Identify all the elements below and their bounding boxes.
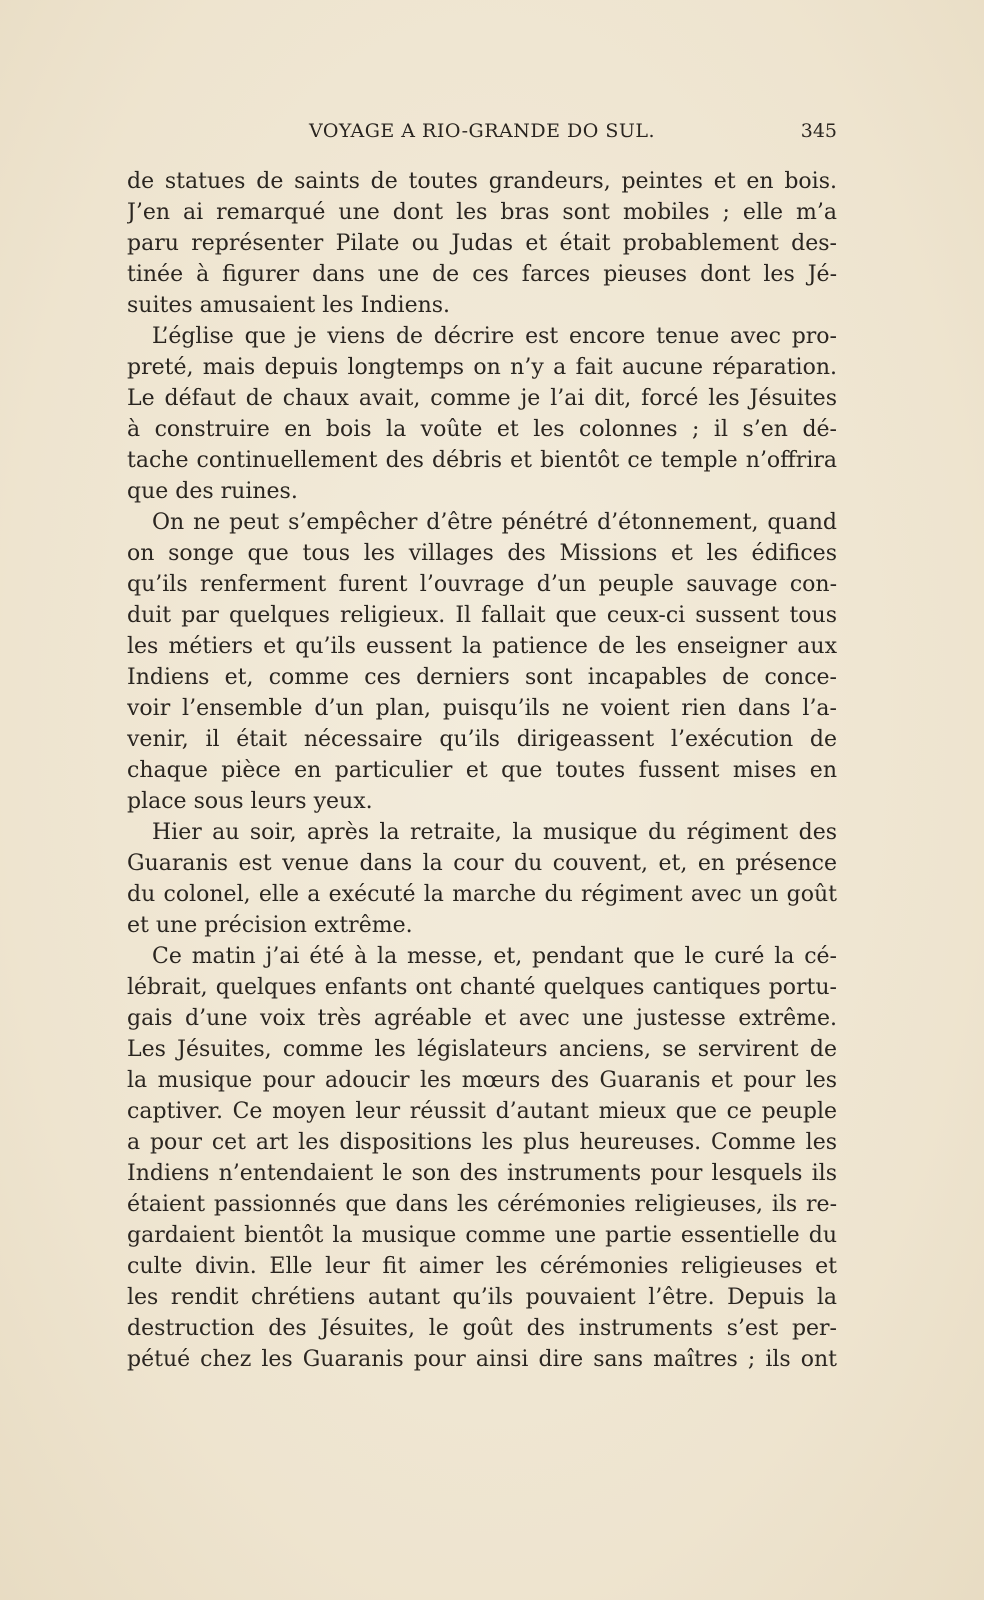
text-line: tinée à figurer dans une de ces farces pieuses dont les Jé- bbox=[127, 262, 837, 287]
text-line: tache continuellement des débris et bientôt ce temple n’offrira bbox=[127, 448, 837, 473]
text-line: on songe que tous les villages des Missions et les édifices bbox=[127, 541, 837, 566]
running-title: VOYAGE A RIO-GRANDE DO SUL. bbox=[308, 120, 656, 142]
text-line: gais d’une voix très agréable et avec une justesse extrême. bbox=[127, 1006, 837, 1031]
text-line: Le défaut de chaux avait, comme je l’ai dit, forcé les Jésuites bbox=[127, 386, 837, 411]
text-line: Ce matin j’ai été à la messe, et, pendant que le curé la cé- bbox=[152, 944, 837, 969]
running-head bbox=[127, 116, 837, 146]
text-line: Les Jésuites, comme les législateurs anciens, se servirent de bbox=[127, 1037, 837, 1062]
text-line: culte divin. Elle leur fit aimer les cérémonies religieuses et bbox=[127, 1254, 837, 1279]
text-line: chaque pièce en particulier et que toutes fussent mises en bbox=[127, 758, 837, 783]
text-line: gardaient bientôt la musique comme une partie essentielle du bbox=[127, 1223, 837, 1248]
text-line: suites amusaient les Indiens. bbox=[127, 293, 451, 318]
text-line: étaient passionnés que dans les cérémonies religieuses, ils re- bbox=[127, 1192, 837, 1217]
text-line: On ne peut s’empêcher d’être pénétré d’étonnement, quand bbox=[152, 510, 837, 535]
text-line: preté, mais depuis longtemps on n’y a fait aucune réparation. bbox=[127, 355, 837, 380]
text-line: J’en ai remarqué une dont les bras sont mobiles ; elle m’a bbox=[127, 200, 837, 225]
text-line: la musique pour adoucir les mœurs des Guaranis et pour les bbox=[127, 1068, 837, 1093]
text-line: place sous leurs yeux. bbox=[127, 789, 373, 814]
text-line: Indiens et, comme ces derniers sont incapables de conce- bbox=[127, 665, 837, 690]
text-line: captiver. Ce moyen leur réussit d’autant mieux que ce peuple bbox=[127, 1099, 837, 1124]
text-line: a pour cet art les dispositions les plus heureuses. Comme les bbox=[127, 1130, 837, 1155]
text-line: les rendit chrétiens autant qu’ils pouvaient l’être. Depuis la bbox=[127, 1285, 837, 1310]
text-line: du colonel, elle a exécuté la marche du régiment avec un goût bbox=[127, 882, 837, 907]
text-line: à construire en bois la voûte et les colonnes ; il s’en dé- bbox=[127, 417, 837, 442]
text-line: Guaranis est venue dans la cour du couvent, et, en présence bbox=[127, 851, 837, 876]
text-line: et une précision extrême. bbox=[127, 913, 413, 938]
text-line: que des ruines. bbox=[127, 479, 298, 504]
text-line: L’église que je viens de décrire est encore tenue avec pro- bbox=[152, 324, 837, 349]
text-line: voir l’ensemble d’un plan, puisqu’ils ne voient rien dans l’a- bbox=[127, 696, 837, 721]
text-line: Hier au soir, après la retraite, la musique du régiment des bbox=[152, 820, 837, 845]
text-line: duit par quelques religieux. Il fallait que ceux-ci sussent tous bbox=[127, 603, 837, 628]
text-line: paru représenter Pilate ou Judas et était probablement des- bbox=[127, 231, 837, 256]
text-line: lébrait, quelques enfants ont chanté quelques cantiques portu- bbox=[127, 975, 837, 1000]
text-line: les métiers et qu’ils eussent la patience de les enseigner aux bbox=[127, 634, 837, 659]
text-line: de statues de saints de toutes grandeurs, peintes et en bois. bbox=[127, 169, 837, 194]
body-text bbox=[127, 166, 837, 1375]
text-line: qu’ils renferment furent l’ouvrage d’un peuple sauvage con- bbox=[127, 572, 837, 597]
page-number: 345 bbox=[800, 120, 837, 142]
text-line: venir, il était nécessaire qu’ils dirigeassent l’exécution de bbox=[127, 727, 837, 752]
text-line: destruction des Jésuites, le goût des instruments s’est per- bbox=[127, 1316, 837, 1341]
text-line: Indiens n’entendaient le son des instruments pour lesquels ils bbox=[127, 1161, 837, 1186]
text-line: pétué chez les Guaranis pour ainsi dire sans maîtres ; ils ont bbox=[127, 1347, 837, 1372]
